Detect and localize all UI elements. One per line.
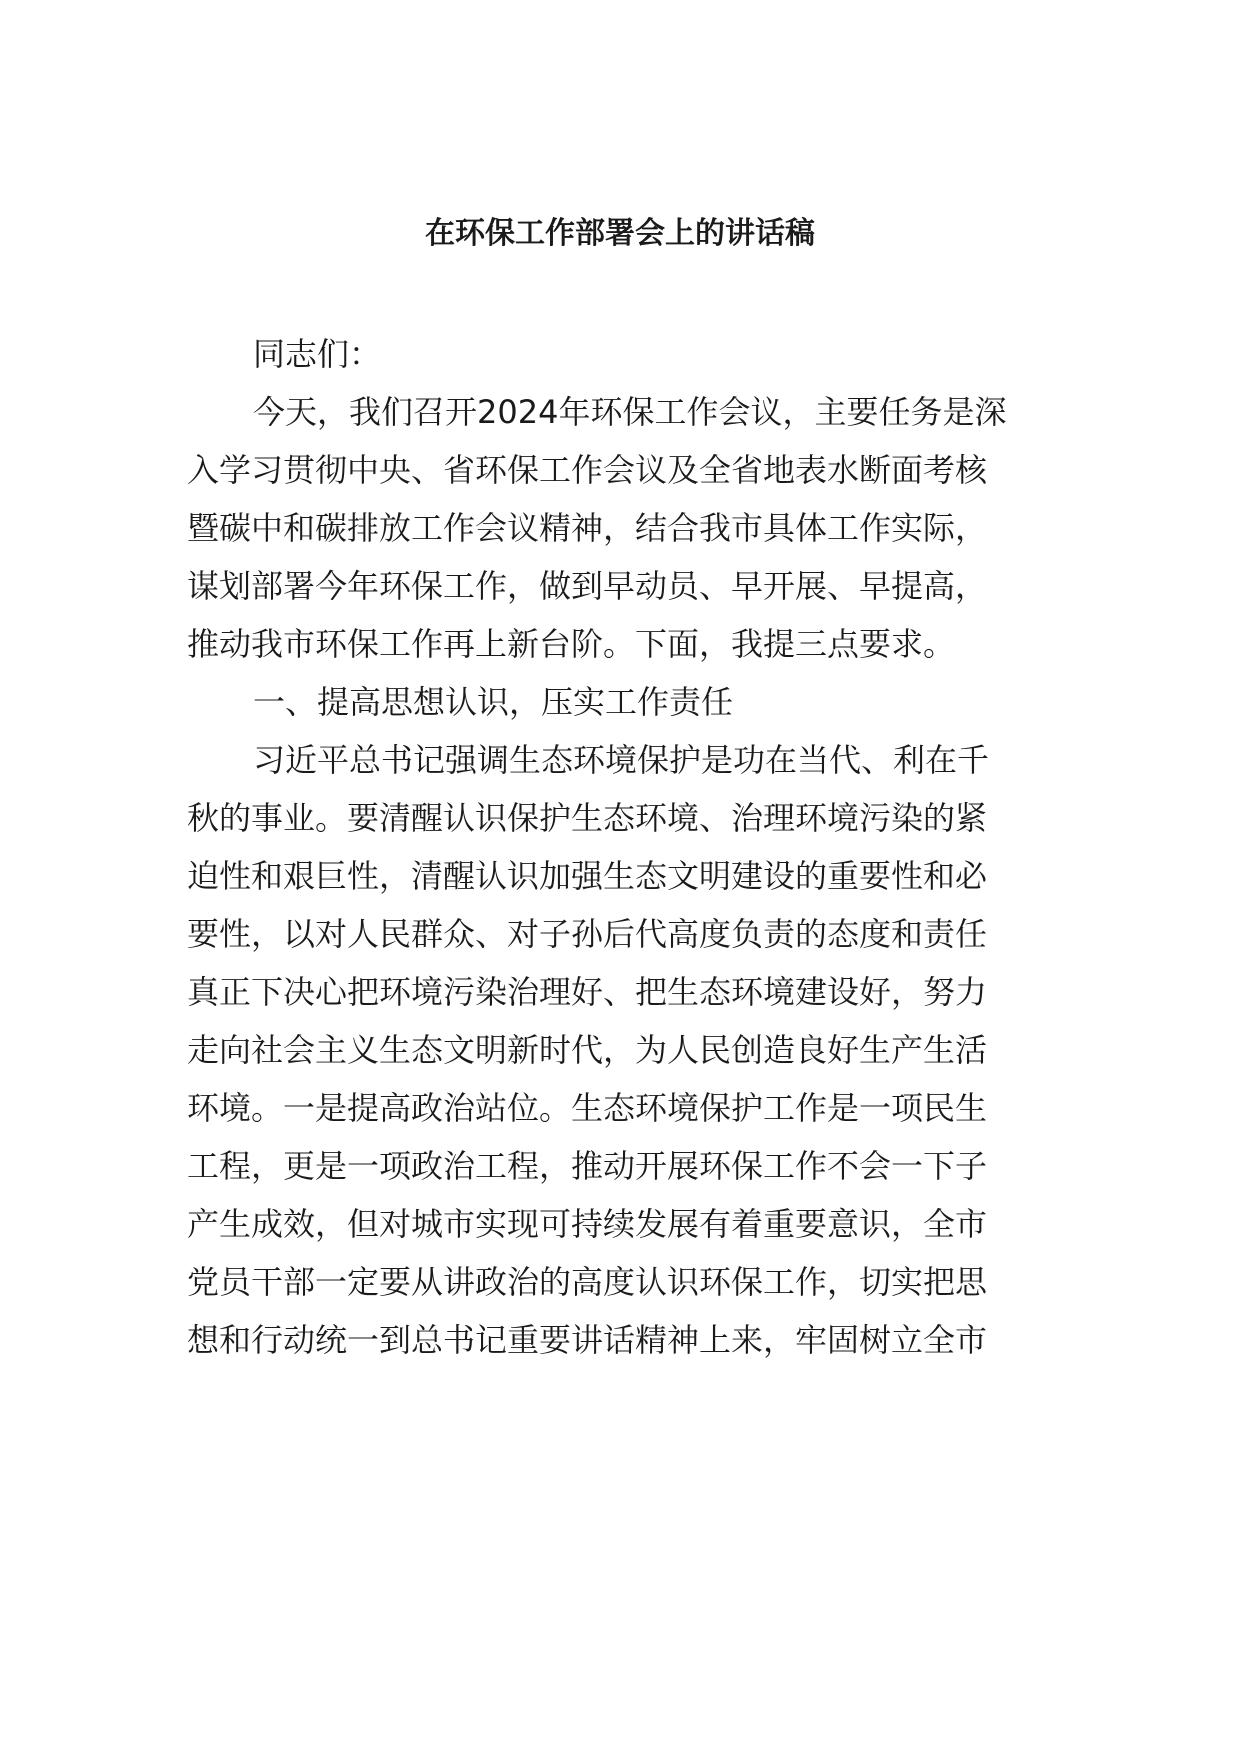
- paragraph-line: 想和行动统一到总书记重要讲话精神上来，牢固树立全市: [187, 1321, 988, 1359]
- paragraph-line: 走向社会主义生态文明新时代，为人民创造良好生产生活: [187, 1031, 988, 1069]
- paragraph-line: 环境。一是提高政治站位。生态环境保护工作是一项民生: [187, 1089, 988, 1127]
- paragraph-line: 党员干部一定要从讲政治的高度认识环保工作，切实把思: [187, 1263, 988, 1301]
- paragraph-line: 习近平总书记强调生态环境保护是功在当代、利在千: [253, 741, 990, 779]
- paragraph-line: 谋划部署今年环保工作，做到早动员、早开展、早提高，: [187, 567, 988, 605]
- paragraph-line: 推动我市环保工作再上新台阶。下面，我提三点要求。: [187, 625, 956, 663]
- paragraph-line: 迫性和艰巨性，清醒认识加强生态文明建设的重要性和必: [187, 857, 988, 895]
- paragraph-line: 秋的事业。要清醒认识保护生态环境、治理环境污染的紧: [187, 799, 988, 837]
- paragraph-line: 产生成效，但对城市实现可持续发展有着重要意识，全市: [187, 1205, 988, 1243]
- paragraph-line: 暨碳中和碳排放工作会议精神，结合我市具体工作实际，: [187, 509, 988, 547]
- paragraph-line: 真正下决心把环境污染治理好、把生态环境建设好，努力: [187, 973, 988, 1011]
- document-title: 在环保工作部署会上的讲话稿: [425, 216, 815, 251]
- paragraph-line: 今天，我们召开2024年环保工作会议，主要任务是深: [253, 393, 1007, 431]
- paragraph-line: 入学习贯彻中央、省环保工作会议及全省地表水断面考核: [187, 451, 988, 489]
- paragraph-line: 工程，更是一项政治工程，推动开展环保工作不会一下子: [187, 1147, 988, 1185]
- salutation: 同志们：: [253, 335, 382, 373]
- paragraph-line: 要性，以对人民群众、对子孙后代高度负责的态度和责任: [187, 915, 988, 953]
- section-heading: 一、提高思想认识，压实工作责任: [253, 683, 734, 721]
